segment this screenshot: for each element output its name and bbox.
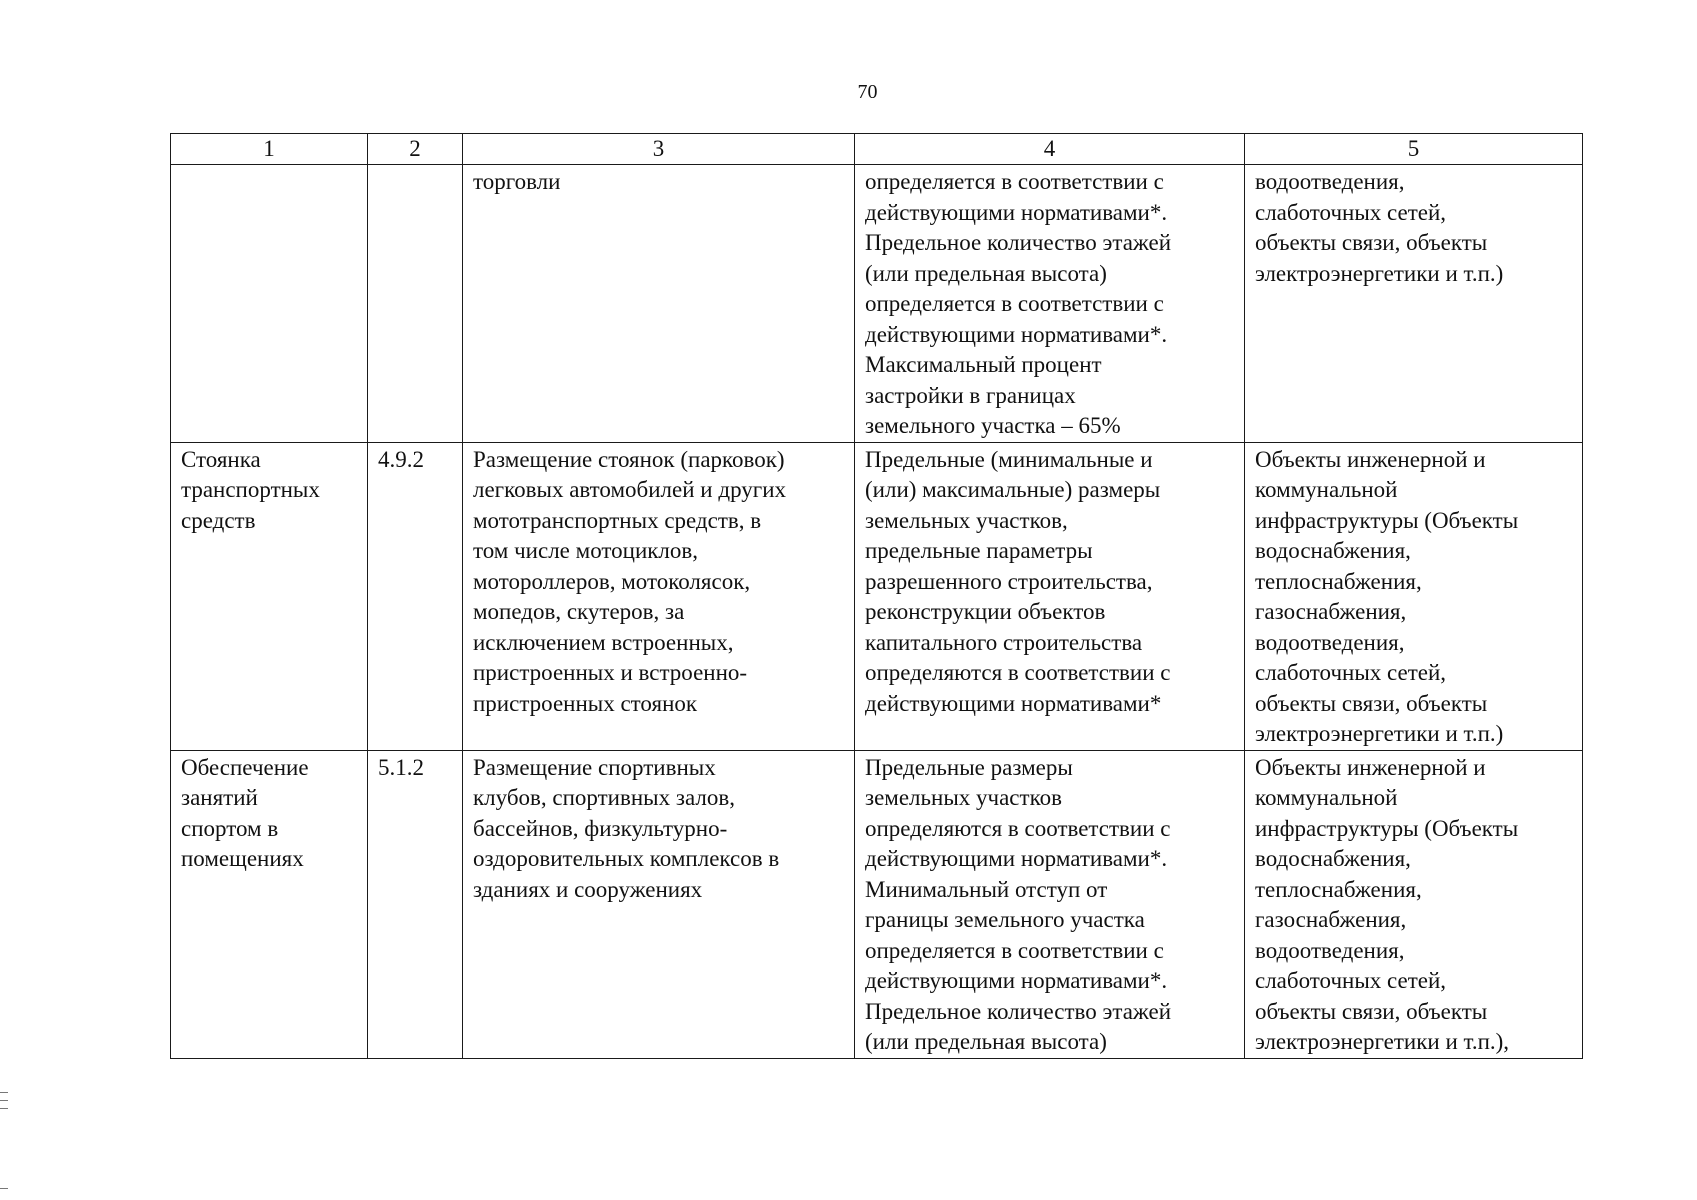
column-header-5: 5 [1245, 134, 1583, 165]
parameters-cell: Предельные размеры земельных участков определяются в соответствии с действующими нормативами*. Минимальный отступ от границы земельного участка определяется в соответствии с действующими нормативами*. Предельное количество этажей (или предельная высота) [855, 750, 1245, 1058]
table-row [171, 165, 1583, 443]
scan-margin-mark [0, 1108, 8, 1109]
use-description-cell: Размещение стоянок (парковок) легковых автомобилей и других мототранспортных средств, в том числе мотоциклов, мотороллеров, мотоколясок, мопедов, скутеров, за исключением встроенных, пристроенных и встроенно- пристроенных стоянок [463, 442, 855, 750]
scan-margin-mark [0, 1188, 8, 1189]
use-description-cell: торговли [463, 165, 855, 443]
regulations-table [170, 133, 1583, 1059]
use-code-cell: 4.9.2 [368, 442, 463, 750]
scan-margin-mark [0, 1092, 8, 1093]
column-header-1: 1 [171, 134, 368, 165]
use-description-cell: Размещение спортивных клубов, спортивных залов, бассейнов, физкультурно- оздоровительных комплексов в зданиях и сооружениях [463, 750, 855, 1058]
scan-margin-mark [0, 1100, 8, 1101]
page-number: 70 [857, 81, 878, 103]
auxiliary-objects-cell: Объекты инженерной и коммунальной инфраструктуры (Объекты водоснабжения, теплоснабжения, газоснабжения, водоотведения, слаботочных сетей, объекты связи, объекты электроэнергетики и т.п.), [1245, 750, 1583, 1058]
auxiliary-objects-cell: Объекты инженерной и коммунальной инфраструктуры (Объекты водоснабжения, теплоснабжения, газоснабжения, водоотведения, слаботочных сетей, объекты связи, объекты электроэнергетики и т.п.) [1245, 442, 1583, 750]
table-row [171, 750, 1583, 1058]
column-header-3: 3 [463, 134, 855, 165]
parameters-cell: определяется в соответствии с действующими нормативами*. Предельное количество этажей (или предельная высота) определяется в соответствии с действующими нормативами*. Максимальный процент застройки в границах земельного участка – 65% [855, 165, 1245, 443]
column-header-4: 4 [855, 134, 1245, 165]
auxiliary-objects-cell: водоотведения, слаботочных сетей, объекты связи, объекты электроэнергетики и т.п.) [1245, 165, 1583, 443]
use-name-cell: Обеспечение занятий спортом в помещениях [171, 750, 368, 1058]
table-header-row [171, 134, 1583, 165]
use-name-cell [171, 165, 368, 443]
table-row [171, 442, 1583, 750]
column-header-2: 2 [368, 134, 463, 165]
parameters-cell: Предельные (минимальные и (или) максимальные) размеры земельных участков, предельные параметры разрешенного строительства, реконструкции объектов капитального строительства определяются в соответствии с действующими нормативами* [855, 442, 1245, 750]
use-code-cell [368, 165, 463, 443]
use-name-cell: Стоянка транспортных средств [171, 442, 368, 750]
use-code-cell: 5.1.2 [368, 750, 463, 1058]
